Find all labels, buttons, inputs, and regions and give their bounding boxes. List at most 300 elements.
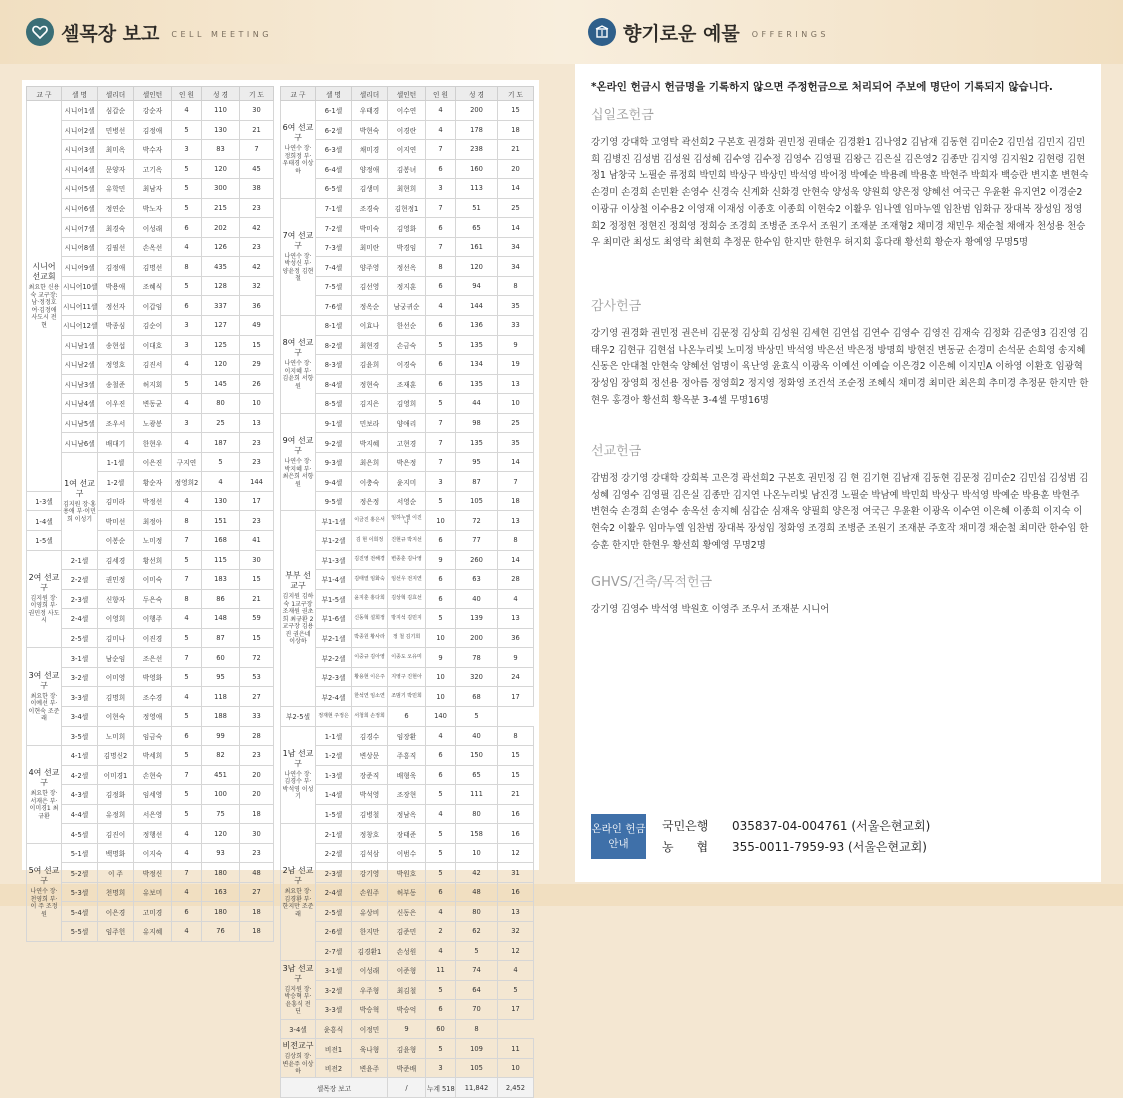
member-count: 5 <box>426 843 456 863</box>
district-staff: 김지원 장·이영희 부·권민정 사도시 <box>28 594 60 625</box>
cell-leader: 김정화 <box>98 785 134 805</box>
cell-intern: 정영희2 <box>172 472 202 492</box>
district-cell <box>281 198 316 315</box>
bible-reading: 40 <box>456 726 498 746</box>
table-row <box>281 1000 534 1020</box>
cell-leader: 김필선 <box>98 237 134 257</box>
cell-name: 부1-5셀 <box>316 589 352 609</box>
bible-reading: 109 <box>456 1039 498 1059</box>
table-row <box>281 941 534 961</box>
cell-leader: 김세경 <box>98 550 134 570</box>
member-count: 6 <box>172 902 202 922</box>
prayer-count: 23 <box>240 198 274 218</box>
prayer-count: 42 <box>240 218 274 238</box>
prayer-count: 18 <box>240 804 274 824</box>
bible-reading: 110 <box>202 101 240 121</box>
cell-leader: 박용애 <box>98 276 134 296</box>
table-row <box>281 218 534 238</box>
prayer-count: 4 <box>498 961 534 981</box>
cell-name: 7-3셀 <box>316 237 352 257</box>
district-name: 3여 선교구 <box>28 670 60 690</box>
bible-reading: 158 <box>456 824 498 844</box>
district-staff: 김지원 장·박승혁 부·윤흥식 전 딘 <box>284 985 312 1016</box>
member-count: 7 <box>426 452 456 472</box>
district-name: 비전교구 <box>282 1041 314 1051</box>
cell-name: 1-1셀 <box>98 452 134 472</box>
cell-name: 9-2셀 <box>316 433 352 453</box>
member-count: 4 <box>172 921 202 941</box>
cell-name: 2-2셀 <box>316 843 352 863</box>
bible-reading: 80 <box>456 902 498 922</box>
cell-meeting-panel <box>22 80 539 1093</box>
prayer-count: 35 <box>498 433 534 453</box>
cell-leader: 김진영 전해경 <box>352 550 388 570</box>
donor-list: 강기영 권경화 권민정 권은비 김문정 김상희 김성원 김세현 김연섭 김연수 김영수 김영진 김재숙 김정화 김준영3 김진영 김태우2 김현규 김현섭 나온누리빛 노미정 박상민 박석영 박은선 박은정 방명희 방현진 변동균 손경미 손석문 손희영 송지혜 신동은 안대철 안현숙 양혜선 엄명이 육난영 윤효식 이광옥 이예선 이예슬 이은경2 이은혜 이지민A 이하영 이환호 임광혁 장성임 장영희 정선용 정아름 정영희2 정지영 정화영 조건석 조순정 조혜식 채미경 최미란 최은희 추미경 추정문 한지만 한현우 홍경아 황선희 황옥분 3-4셀 무명16명 <box>591 328 1089 406</box>
cell-leader: 이영희 <box>98 609 134 629</box>
prayer-count: 41 <box>240 531 274 551</box>
prayer-count: 13 <box>240 413 274 433</box>
table-row <box>281 511 534 531</box>
cell-name: 4-5셀 <box>62 824 98 844</box>
cell-intern: 김순이 <box>134 316 172 336</box>
prayer-count: 16 <box>498 882 534 902</box>
prayer-count: 20 <box>240 765 274 785</box>
cell-name: 6-5셀 <box>316 179 352 199</box>
member-count: 3 <box>172 413 202 433</box>
district-cell <box>281 316 316 414</box>
cell-leader: 백명화 <box>98 843 134 863</box>
bible-reading: 127 <box>202 316 240 336</box>
district-staff: 최요한 장·김경환 부·한지만 조준래 <box>282 888 314 918</box>
cell-leader: 김경환1 <box>352 941 388 961</box>
district-cell <box>281 824 316 961</box>
cell-name: 1-3셀 <box>316 765 352 785</box>
cell-intern: 서은영 <box>134 804 172 824</box>
cell-leader: 박지혜 <box>352 433 388 453</box>
column-header: 셀인턴 <box>388 87 426 101</box>
cell-name: 시니어1셀 <box>62 101 98 121</box>
cell-leader: 정옥순 <box>352 296 388 316</box>
cell-meeting-subtitle: CELL MEETING <box>171 29 272 39</box>
cell-intern: 이범수 <box>388 843 426 863</box>
bible-reading: 435 <box>202 257 240 277</box>
member-count: 6 <box>388 706 426 726</box>
member-count: 10 <box>426 628 456 648</box>
cell-name: 시니어6셀 <box>62 198 98 218</box>
cell-leader: 채미경 <box>352 140 388 160</box>
bible-reading: 139 <box>456 609 498 629</box>
member-count: 4 <box>172 609 202 629</box>
cell-name: 시니어4셀 <box>62 159 98 179</box>
cell-leader: 윤흥식 <box>316 1019 352 1039</box>
prayer-count: 14 <box>498 179 534 199</box>
bible-reading: 135 <box>456 433 498 453</box>
cell-name: 4-3셀 <box>62 785 98 805</box>
cell-leader: 조우서 <box>98 413 134 433</box>
cell-leader: 양주영 <box>352 257 388 277</box>
bible-reading: 75 <box>202 804 240 824</box>
cell-intern: 진현규 박지선 <box>388 531 426 551</box>
prayer-count: 25 <box>498 198 534 218</box>
cell-leader: 박승혁 <box>352 1000 388 1020</box>
member-count: 5 <box>172 120 202 140</box>
cell-intern: 이수연 <box>388 101 426 121</box>
table-row <box>281 159 534 179</box>
cell-leader: 정연순 <box>98 198 134 218</box>
cell-name: 3-4셀 <box>62 706 98 726</box>
district-name: 3남 선교구 <box>282 963 314 983</box>
district-cell <box>27 648 62 746</box>
member-count: 4 <box>426 902 456 922</box>
prayer-count: 23 <box>240 746 274 766</box>
cell-name: 9-1셀 <box>316 413 352 433</box>
cell-intern: 김봉녀 <box>388 159 426 179</box>
bible-reading: 145 <box>202 374 240 394</box>
prayer-count: 34 <box>498 257 534 277</box>
district-staff: 최요한 장·이예선 부·이현숙 조준래 <box>28 692 60 723</box>
bible-reading: 150 <box>456 746 498 766</box>
cell-meeting-header <box>26 18 272 46</box>
member-count: 5 <box>426 335 456 355</box>
table-row <box>27 394 274 414</box>
cell-leader: 이현숙 <box>98 706 134 726</box>
bible-reading: 151 <box>202 511 240 531</box>
table-row <box>281 843 534 863</box>
member-count: 5 <box>172 276 202 296</box>
prayer-count: 18 <box>498 491 534 511</box>
member-count: 3 <box>172 335 202 355</box>
cell-leader: 정창호 <box>352 824 388 844</box>
table-row <box>27 218 274 238</box>
column-header: 셀리더 <box>98 87 134 101</box>
donor-list: 감범정 강기영 강대학 강희복 고은경 곽선희2 구본호 권민정 김 현 김기현 김남재 김동현 김문정 김미순2 김민섭 김성범 김성혜 김영수 김영필 김은실 김종만 김지연 나온누리빛 남진경 노필순 박남예 박민희 박상구 박석영 박예순 박용훈 박현주 변현숙 손경희 손영수 송옥선 송지혜 심갑순 심재옥 양필희 양은정 여국근 우윤환 이광옥 이수연 이은혜 이종희 이지숙 이현숙2 이활우 임마누엘 임찬범 장대복 장성임 정화영 조경희 조병준 조원기 조재분 주호작 채미경 채순철 최미란 한수임 한승훈 한지만 한현우 황선희 황예영 무명2명 <box>591 473 1089 551</box>
member-count: 5 <box>172 374 202 394</box>
bible-reading: 78 <box>456 648 498 668</box>
bible-reading: 183 <box>202 570 240 590</box>
bible-reading: 200 <box>456 628 498 648</box>
district-name: 2남 선교구 <box>282 866 314 886</box>
bible-reading: 93 <box>202 843 240 863</box>
bible-reading: 144 <box>240 472 274 492</box>
column-header: 교 구 <box>281 87 316 101</box>
cell-intern: 주흥직 <box>388 746 426 766</box>
cell-leader: 정재현 주정은 <box>316 706 352 726</box>
table-row <box>27 120 274 140</box>
cell-leader: 이금진 홍은서 <box>352 511 388 531</box>
table-row <box>281 374 534 394</box>
table-row <box>281 980 534 1000</box>
section-title: 감사헌금 <box>591 299 642 314</box>
prayer-count: 72 <box>240 648 274 668</box>
prayer-count: 23 <box>240 843 274 863</box>
cell-intern: 이지연 <box>388 140 426 160</box>
cell-intern: 정 철 김기희 <box>388 628 426 648</box>
cell-name: 5-4셀 <box>62 902 98 922</box>
table-row <box>27 335 274 355</box>
account-number[interactable]: 355-0011-7959-93 (서울은현교회) <box>732 839 927 854</box>
bible-reading: 76 <box>202 921 240 941</box>
cell-name: 2-3셀 <box>316 863 352 883</box>
cell-intern: 임세영 <box>134 785 172 805</box>
table-row <box>281 667 534 687</box>
district-staff: 나연수 장·이지혜 부·김윤희 서항원 <box>282 360 314 390</box>
table-row <box>281 1039 534 1059</box>
cell-name: 시니어12셀 <box>62 316 98 336</box>
bible-reading: 95 <box>202 667 240 687</box>
prayer-count: 35 <box>498 296 534 316</box>
cell-intern: 노미정 <box>134 531 172 551</box>
prayer-count: 59 <box>240 609 274 629</box>
prayer-count: 10 <box>498 1058 534 1078</box>
account-number[interactable]: 035837-04-004761 (서울은현교회) <box>732 818 931 833</box>
member-count: 5 <box>172 785 202 805</box>
total-prayer: 2,452 <box>498 1078 534 1098</box>
cell-leader: 최현경 <box>352 335 388 355</box>
prayer-count: 45 <box>240 159 274 179</box>
prayer-count: 16 <box>498 824 534 844</box>
member-count: 5 <box>172 179 202 199</box>
bible-reading: 87 <box>202 628 240 648</box>
bank-account-row: 농 협 355-0011-7959-93 (서울은현교회) <box>662 839 927 854</box>
table-row <box>27 609 274 629</box>
prayer-count: 8 <box>498 531 534 551</box>
cell-name: 1-1셀 <box>316 726 352 746</box>
cell-name: 부2-2셀 <box>316 648 352 668</box>
cell-name: 4-4셀 <box>62 804 98 824</box>
member-count: 9 <box>388 1019 426 1039</box>
member-count: 4 <box>172 824 202 844</box>
cell-name: 시니남6셀 <box>62 433 98 453</box>
bible-reading: 48 <box>456 882 498 902</box>
bible-reading: 180 <box>202 902 240 922</box>
member-count: 5 <box>426 863 456 883</box>
member-count: 10 <box>426 687 456 707</box>
bible-reading: 178 <box>456 120 498 140</box>
bible-reading: 64 <box>456 980 498 1000</box>
prayer-count: 34 <box>498 237 534 257</box>
member-count: 5 <box>426 1039 456 1059</box>
cell-leader: 문양자 <box>98 159 134 179</box>
prayer-count: 21 <box>498 785 534 805</box>
member-count: 4 <box>172 491 202 511</box>
table-row <box>27 355 274 375</box>
donor-list: 강기영 김영수 박석영 박원호 이영주 조우서 조재분 시니어 <box>591 604 830 615</box>
cell-leader: 육나형 <box>352 1039 388 1059</box>
prayer-count: 13 <box>498 511 534 531</box>
cell-intern: 박노자 <box>134 198 172 218</box>
cell-name: 8-2셀 <box>316 335 352 355</box>
cell-intern: 김정애 <box>134 120 172 140</box>
table-row <box>281 687 534 707</box>
table-row <box>281 120 534 140</box>
member-count: 4 <box>172 687 202 707</box>
cell-leader: 김생미 <box>352 179 388 199</box>
bible-reading: 202 <box>202 218 240 238</box>
table-row <box>27 921 274 941</box>
bible-reading: 161 <box>456 237 498 257</box>
table-row <box>281 413 534 433</box>
bible-reading: 130 <box>202 120 240 140</box>
cell-name: 2-7셀 <box>316 941 352 961</box>
member-count: 6 <box>426 882 456 902</box>
table-row <box>27 863 274 883</box>
cell-intern: 윤지미 <box>388 472 426 492</box>
cell-name: 2-5셀 <box>62 628 98 648</box>
member-count: 10 <box>426 667 456 687</box>
cell-name: 부2-3셀 <box>316 667 352 687</box>
cell-name: 부2-4셀 <box>316 687 352 707</box>
district-cell <box>27 843 62 941</box>
cell-leader: 황용현 이은주 <box>352 667 388 687</box>
cell-name: 시니남5셀 <box>62 413 98 433</box>
table-row <box>281 276 534 296</box>
total-label: 셀목장 보고 <box>281 1078 388 1098</box>
online-giving-badge: 온라인 헌금안내 <box>591 814 646 859</box>
member-count: 6 <box>426 531 456 551</box>
cell-name: 4-1셀 <box>62 746 98 766</box>
tithe-section <box>591 104 1089 252</box>
cell-leader: 노미희 <box>98 726 134 746</box>
member-count: 10 <box>426 511 456 531</box>
member-count: 5 <box>426 394 456 414</box>
prayer-count: 53 <box>240 667 274 687</box>
member-count: 6 <box>426 1000 456 1020</box>
section-title: 십일조헌금 <box>591 108 654 123</box>
prayer-count: 23 <box>240 237 274 257</box>
table-row <box>27 296 274 316</box>
table-row <box>27 843 274 863</box>
bible-reading: 160 <box>456 159 498 179</box>
table-row <box>27 570 274 590</box>
cell-intern: 박승억 <box>388 1000 426 1020</box>
member-count: 6 <box>426 276 456 296</box>
district-staff: 나연수 장·정희정 부·우태경 이상하 <box>282 145 314 175</box>
cell-leader: 한석연 임소연 <box>352 687 388 707</box>
cell-intern: 방지석 김민지 <box>388 609 426 629</box>
table-row <box>281 335 534 355</box>
bible-reading: 135 <box>456 335 498 355</box>
table-row <box>27 316 274 336</box>
bible-reading: 87 <box>456 472 498 492</box>
member-count: 11 <box>426 961 456 981</box>
cell-leader: 유상비 <box>352 902 388 922</box>
cell-name: 2-5셀 <box>316 902 352 922</box>
bible-reading: 118 <box>202 687 240 707</box>
cell-intern: 장태준 <box>388 824 426 844</box>
bible-reading: 77 <box>456 531 498 551</box>
cell-name: 부1-6셀 <box>316 609 352 629</box>
member-count: 4 <box>172 843 202 863</box>
member-count: 5 <box>426 609 456 629</box>
cell-name: 3-2셀 <box>62 667 98 687</box>
table-row <box>27 824 274 844</box>
district-name: 6여 선교구 <box>282 123 314 143</box>
cell-intern: 김영희 <box>388 394 426 414</box>
bible-reading: 128 <box>202 276 240 296</box>
cell-intern: 조장현 <box>388 785 426 805</box>
cell-leader: 윤지훈 홍다희 <box>352 589 388 609</box>
purpose-section <box>591 571 1089 619</box>
cell-name: 시니어10셀 <box>62 276 98 296</box>
district-staff: 김지원 김하숙 1교구장 조재원 권초희 최규환 2교구장 김용진 권은네 이상하 <box>282 593 314 646</box>
prayer-count: 31 <box>498 863 534 883</box>
cell-intern: 고기옥 <box>134 159 172 179</box>
column-header: 기 도 <box>498 87 534 101</box>
cell-intern: 정영애 <box>134 706 172 726</box>
district-name: 8여 선교구 <box>282 338 314 358</box>
offering-notice: *온라인 헌금시 헌금명을 기록하지 않으면 주정헌금으로 처리되어 주보에 명단이 기록되지 않습니다. <box>591 81 1053 93</box>
prayer-count: 16 <box>498 804 534 824</box>
member-count: 4 <box>172 882 202 902</box>
district-name: 1여 선교구 <box>64 478 95 498</box>
cell-intern: 박영화 <box>134 667 172 687</box>
cell-intern: 박정선 <box>134 491 172 511</box>
prayer-count: 48 <box>240 863 274 883</box>
cell-name: 6-3셀 <box>316 140 352 160</box>
mission-section <box>591 440 1089 555</box>
prayer-count: 17 <box>240 491 274 511</box>
table-row <box>27 101 274 121</box>
district-staff: 나연수 장·박성신 부·양윤정 김현철 <box>282 252 314 283</box>
bible-reading: 105 <box>456 491 498 511</box>
cell-name: 6-1셀 <box>316 101 352 121</box>
offering-box-icon <box>588 18 616 46</box>
total-bible: 11,842 <box>456 1078 498 1098</box>
district-cell <box>281 101 316 199</box>
table-row <box>27 589 274 609</box>
cell-leader: 김미나 <box>98 628 134 648</box>
cell-table-left <box>26 86 274 942</box>
cell-intern: 조재훈 <box>388 374 426 394</box>
cell-intern: 허지회 <box>134 374 172 394</box>
cell-intern: 박은정 <box>388 452 426 472</box>
cell-leader: 권민정 <box>98 570 134 590</box>
member-count: 4 <box>172 355 202 375</box>
prayer-count: 42 <box>240 257 274 277</box>
prayer-count: 9 <box>498 648 534 668</box>
cell-name: 1-4셀 <box>27 511 62 531</box>
prayer-count: 23 <box>240 511 274 531</box>
member-count: 7 <box>426 198 456 218</box>
bible-reading: 25 <box>202 413 240 433</box>
cell-leader: 심갑순 <box>98 101 134 121</box>
cell-intern: 황선희 <box>134 550 172 570</box>
district-name: 4여 선교구 <box>28 768 60 788</box>
cell-leader: 남순임 <box>98 648 134 668</box>
cell-name: 1-2셀 <box>316 746 352 766</box>
table-row <box>281 804 534 824</box>
cell-intern: 변종훈 김나영 <box>388 550 426 570</box>
prayer-count: 17 <box>498 687 534 707</box>
cell-intern: 조수경 <box>134 687 172 707</box>
column-header: 셀인턴 <box>134 87 172 101</box>
cell-leader: 민보라 <box>352 413 388 433</box>
cell-name: 9-4셀 <box>316 472 352 492</box>
table-row <box>281 198 534 218</box>
offerings-header <box>588 18 829 46</box>
cell-leader: 김윤희 <box>352 355 388 375</box>
prayer-count: 19 <box>498 355 534 375</box>
district-cell <box>281 511 316 706</box>
prayer-count: 13 <box>498 374 534 394</box>
table-row <box>281 491 534 511</box>
cell-intern: 임선우 전지연 <box>388 570 426 590</box>
cell-leader: 임주헌 <box>98 921 134 941</box>
table-row <box>27 902 274 922</box>
cell-leader: 천명희 <box>98 882 134 902</box>
cell-intern: 최남자 <box>134 179 172 199</box>
prayer-count: 15 <box>240 570 274 590</box>
